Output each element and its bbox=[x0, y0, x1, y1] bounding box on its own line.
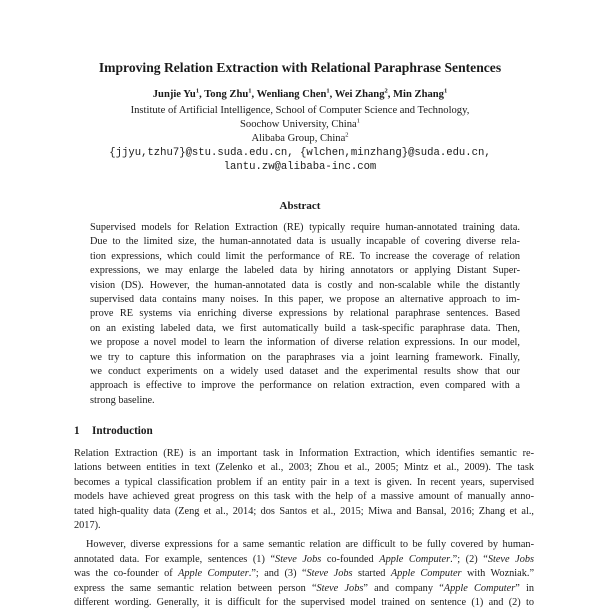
abstract-line: vision (DS). However, the human-annotated data is costly and non-scalable while the distantly bbox=[90, 279, 520, 291]
abstract-line: Supervised models for Relation Extraction (RE) typically require human-annotated training data. bbox=[90, 222, 520, 233]
abstract-line: approach is effective to improve the performance on relation extraction, even compared with a bbox=[90, 380, 520, 392]
abstract-heading: Abstract bbox=[279, 200, 321, 212]
body-line: lations between entities in text (Zelenko et al., 2003; Zhou et al., 2005; Mintz et al., 2009). The task bbox=[74, 462, 534, 474]
entity-mention: Steve Jobs bbox=[306, 568, 353, 580]
entity-mention: Apple Computer bbox=[178, 568, 249, 580]
body-line: tated high-quality data (Zeng et al., 2014; dos Santos et al., 2015; Miwa and Bansal, 2016; Zhang et al., bbox=[74, 505, 534, 517]
affiliation-marker: 2 bbox=[345, 131, 349, 139]
body-line: 2017). bbox=[74, 520, 101, 532]
text-run: .”; (2) “ bbox=[450, 553, 488, 565]
affiliation-line bbox=[0, 118, 600, 132]
text-run: was the co-founder of bbox=[74, 568, 179, 580]
abstract-line: tion expressions, which could limit the performance of RE. To increase the coverage of relation bbox=[90, 250, 520, 262]
author-emails: lantu.zw@alibaba-inc.com bbox=[223, 161, 377, 173]
text-run: express the same semantic relation between person “ bbox=[74, 582, 317, 594]
body-line: models have achieved great progress on this task with the help of a massive amount of manually anno- bbox=[74, 491, 534, 503]
author-list: Junjie Yu$^1$, Tong Zhu$^1$, Wenliang Chen$^1$, Wei Zhang$^2$, Min Zhang$^1$ bbox=[152, 87, 448, 100]
text-run: .”; and (3) “ bbox=[248, 568, 307, 580]
entity-mention: Apple Computer bbox=[443, 582, 516, 594]
section-number: 1 bbox=[74, 425, 80, 437]
body-line bbox=[74, 553, 534, 567]
body-line: However, diverse expressions for a same semantic relation are difficult to be fully covered by human- bbox=[86, 539, 534, 551]
entity-mention: Steve Jobs bbox=[275, 553, 322, 565]
paper-title: Improving Relation Extraction with Relational Paraphrase Sentences bbox=[98, 60, 502, 75]
abstract-line: we conduct experiments on a widely used dataset and the experimental results show that our bbox=[90, 366, 520, 378]
affiliation-line: Institute of Artificial Intelligence, School of Computer Science and Technology, bbox=[130, 105, 470, 116]
entity-mention: Steve Jobs bbox=[316, 582, 364, 594]
body-line: becomes a typical classification problem if an entity pair in a text is given. In recent years, supervised bbox=[74, 476, 534, 488]
text-run: co-founded bbox=[321, 553, 380, 565]
text-run: started bbox=[352, 568, 391, 580]
abstract-line: we propose a novel model to learn the information of diverse relation expressions. In our model, bbox=[90, 337, 520, 349]
body-line bbox=[74, 582, 534, 596]
entity-mention: Apple Computer bbox=[379, 553, 451, 565]
abstract-line: we try to capture this information on the paraphrases via a joint learning framework. Finally, bbox=[90, 351, 520, 363]
author-affiliation-marker: 2 bbox=[384, 87, 388, 95]
author-affiliation-marker: 1 bbox=[326, 87, 330, 95]
affiliation-text: Alibaba Group, China bbox=[251, 133, 346, 144]
abstract-line: on an existing labeled data, we first automatically build a task-specific paraphrase data. Then, bbox=[90, 322, 520, 334]
affiliation-text: Soochow University, China bbox=[240, 119, 357, 130]
abstract-line: supervised data contains many noises. In this paper, we propose an alternative approach to im- bbox=[90, 294, 520, 306]
section-heading bbox=[74, 425, 153, 437]
author-affiliation-marker: 1 bbox=[248, 87, 252, 95]
affiliation-marker: 1 bbox=[356, 117, 360, 125]
text-run: with Wozniak.” bbox=[461, 568, 535, 580]
abstract-line: Due to the limited size, the human-annotated data is usually incapable of covering diverse rela- bbox=[90, 236, 520, 248]
text-run: ” and company “ bbox=[363, 582, 444, 594]
author-name: Wenliang Chen bbox=[256, 89, 327, 100]
author-name: Min Zhang bbox=[393, 89, 444, 100]
author-affiliation-marker: 1 bbox=[443, 87, 448, 95]
abstract-body bbox=[90, 221, 520, 408]
author-emails: {jjyu,tzhu7}@stu.suda.edu.cn, {wlchen,minzhang}@suda.edu.cn, bbox=[109, 147, 491, 159]
author-name: Junjie Yu bbox=[152, 89, 196, 100]
affiliation-line bbox=[0, 132, 600, 146]
section-title: Introduction bbox=[92, 425, 153, 437]
abstract-line: strong baseline. bbox=[90, 394, 155, 406]
text-run: annotated data. For example, sentences (1) “ bbox=[74, 553, 276, 565]
entity-mention: Apple Computer bbox=[390, 568, 462, 580]
author-affiliation-marker: 1 bbox=[195, 87, 200, 95]
body-line: Relation Extraction (RE) is an important task in Information Extraction, which identifies semantic re- bbox=[74, 448, 534, 459]
abstract-line: prove RE systems via enriching diverse expressions by relational paraphrase sentences. Based bbox=[90, 308, 520, 320]
text-run: ” in bbox=[515, 582, 535, 594]
author-name: Tong Zhu bbox=[204, 89, 249, 100]
abstract-line: expressions, we may enlarge the labeled data by hiring annotators or applying Distant Super- bbox=[90, 265, 520, 277]
body-line bbox=[74, 567, 534, 581]
introduction-body bbox=[74, 447, 534, 610]
entity-mention: Steve Jobs bbox=[487, 553, 535, 565]
body-line: different wording. Generally, it is difficult for the supervised model trained on sentence (1) and (2) to bbox=[74, 597, 534, 609]
author-name: Wei Zhang bbox=[334, 89, 385, 100]
